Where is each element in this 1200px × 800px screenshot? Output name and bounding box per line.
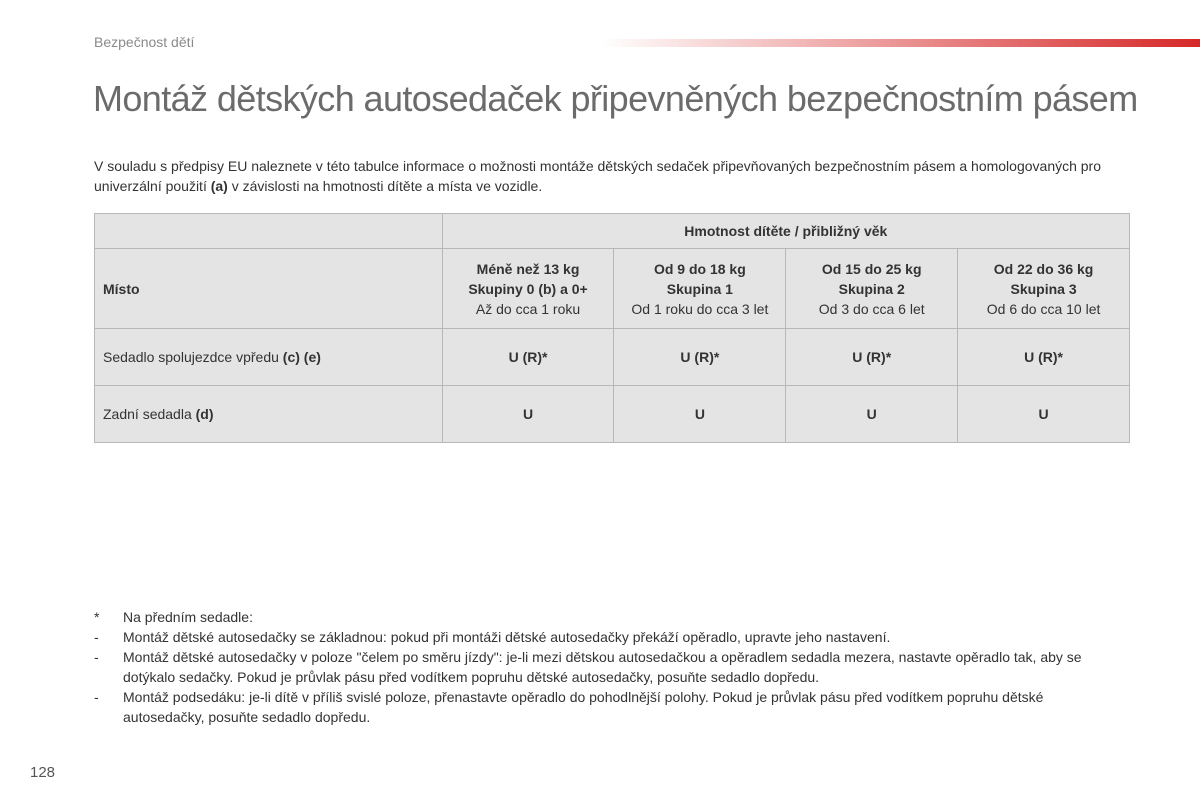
intro-text-1: V souladu s předpisy EU naleznete v této tabulce informace o možnosti montáže dětských sedaček připevňovaných bezpečnostním pásem a homologovaných pro univerzální použití	[94, 158, 1102, 194]
page-title: Montáž dětských autosedaček připevněných bezpečnostním pásem	[93, 78, 1138, 119]
intro-text-2: v závislosti na hmotnosti dítěte a místa ve vozidle.	[227, 178, 543, 194]
group-name: Skupina 2	[838, 280, 905, 297]
intro-footnote-ref: (a)	[210, 178, 228, 194]
table-row-rear-seats	[95, 386, 1130, 443]
group-weight: Méně než 13 kg	[476, 260, 580, 277]
table-cell: U (R)*	[442, 329, 614, 386]
footnote-mark: -	[94, 649, 99, 665]
table-row-front-passenger	[95, 329, 1130, 386]
row-label-text: Zadní sedadla	[103, 406, 196, 422]
weight-age-header: Hmotnost dítěte / přibližný věk	[442, 214, 1129, 249]
seat-compatibility-table	[94, 213, 1130, 443]
intro-paragraph	[94, 156, 1134, 196]
table-header-top-row	[95, 214, 1130, 249]
group-age: Od 1 roku do cca 3 let	[631, 300, 769, 317]
header-accent-bar	[600, 39, 1200, 47]
group-header-0	[442, 249, 614, 329]
row-label	[95, 329, 443, 386]
footnote-mark: -	[94, 689, 99, 705]
footnote-item	[94, 687, 1124, 727]
row-label-ref: (d)	[195, 406, 214, 422]
footnote-text: Montáž dětské autosedačky se základnou: pokud při montáži dětské autosedačky překáží opěradlo, upravte jeho nastavení.	[123, 629, 891, 645]
footnotes	[94, 607, 1124, 727]
group-weight: Od 22 do 36 kg	[993, 260, 1094, 277]
table-cell: U	[614, 386, 786, 443]
footnote-item	[94, 607, 1124, 627]
group-age: Až do cca 1 roku	[475, 300, 581, 317]
group-age: Od 6 do cca 10 let	[986, 300, 1101, 317]
group-weight: Od 9 do 18 kg	[653, 260, 746, 277]
table-cell: U	[786, 386, 958, 443]
table-cell: U (R)*	[958, 329, 1130, 386]
section-label: Bezpečnost dětí	[94, 34, 195, 50]
footnote-item	[94, 627, 1124, 647]
footnote-mark: -	[94, 629, 99, 645]
group-name: Skupiny 0 (b) a 0+	[468, 280, 588, 297]
footnote-text: Montáž dětské autosedačky v poloze "čelem po směru jízdy": je-li mezi dětskou autosedačkou a opěradlem sedadla mezera, nastavte opěradlo tak, aby se dotýkalo sedačky. Pokud je průvlak pásu před vodítkem popruhu dětské autosedačky, posuňte sedadlo dopředu.	[123, 649, 1082, 685]
table-cell: U	[958, 386, 1130, 443]
group-header-1	[614, 249, 786, 329]
footnote-item	[94, 647, 1124, 687]
table-cell: U (R)*	[786, 329, 958, 386]
group-header-3	[958, 249, 1130, 329]
table-cell: U	[442, 386, 614, 443]
footnote-mark: *	[94, 609, 100, 625]
group-name: Skupina 1	[666, 280, 733, 297]
table-cell: U (R)*	[614, 329, 786, 386]
footnote-text: Montáž podsedáku: je-li dítě v příliš svislé poloze, přenastavte opěradlo do pohodlnější polohy. Pokud je průvlak pásu před vodítkem popruhu dětské autosedačky, posuňte sedadlo dopředu.	[123, 689, 1044, 725]
group-name: Skupina 3	[1010, 280, 1077, 297]
group-header-2	[786, 249, 958, 329]
page-number: 128	[30, 764, 56, 781]
group-weight: Od 15 do 25 kg	[821, 260, 922, 277]
row-label-ref: (c) (e)	[282, 349, 321, 365]
footnote-text: Na předním sedadle:	[123, 609, 253, 625]
table-header-row	[95, 249, 1130, 329]
row-label-text: Sedadlo spolujezdce vpředu	[103, 349, 283, 365]
row-label	[95, 386, 443, 443]
group-age: Od 3 do cca 6 let	[818, 300, 925, 317]
place-header: Místo	[95, 249, 443, 329]
